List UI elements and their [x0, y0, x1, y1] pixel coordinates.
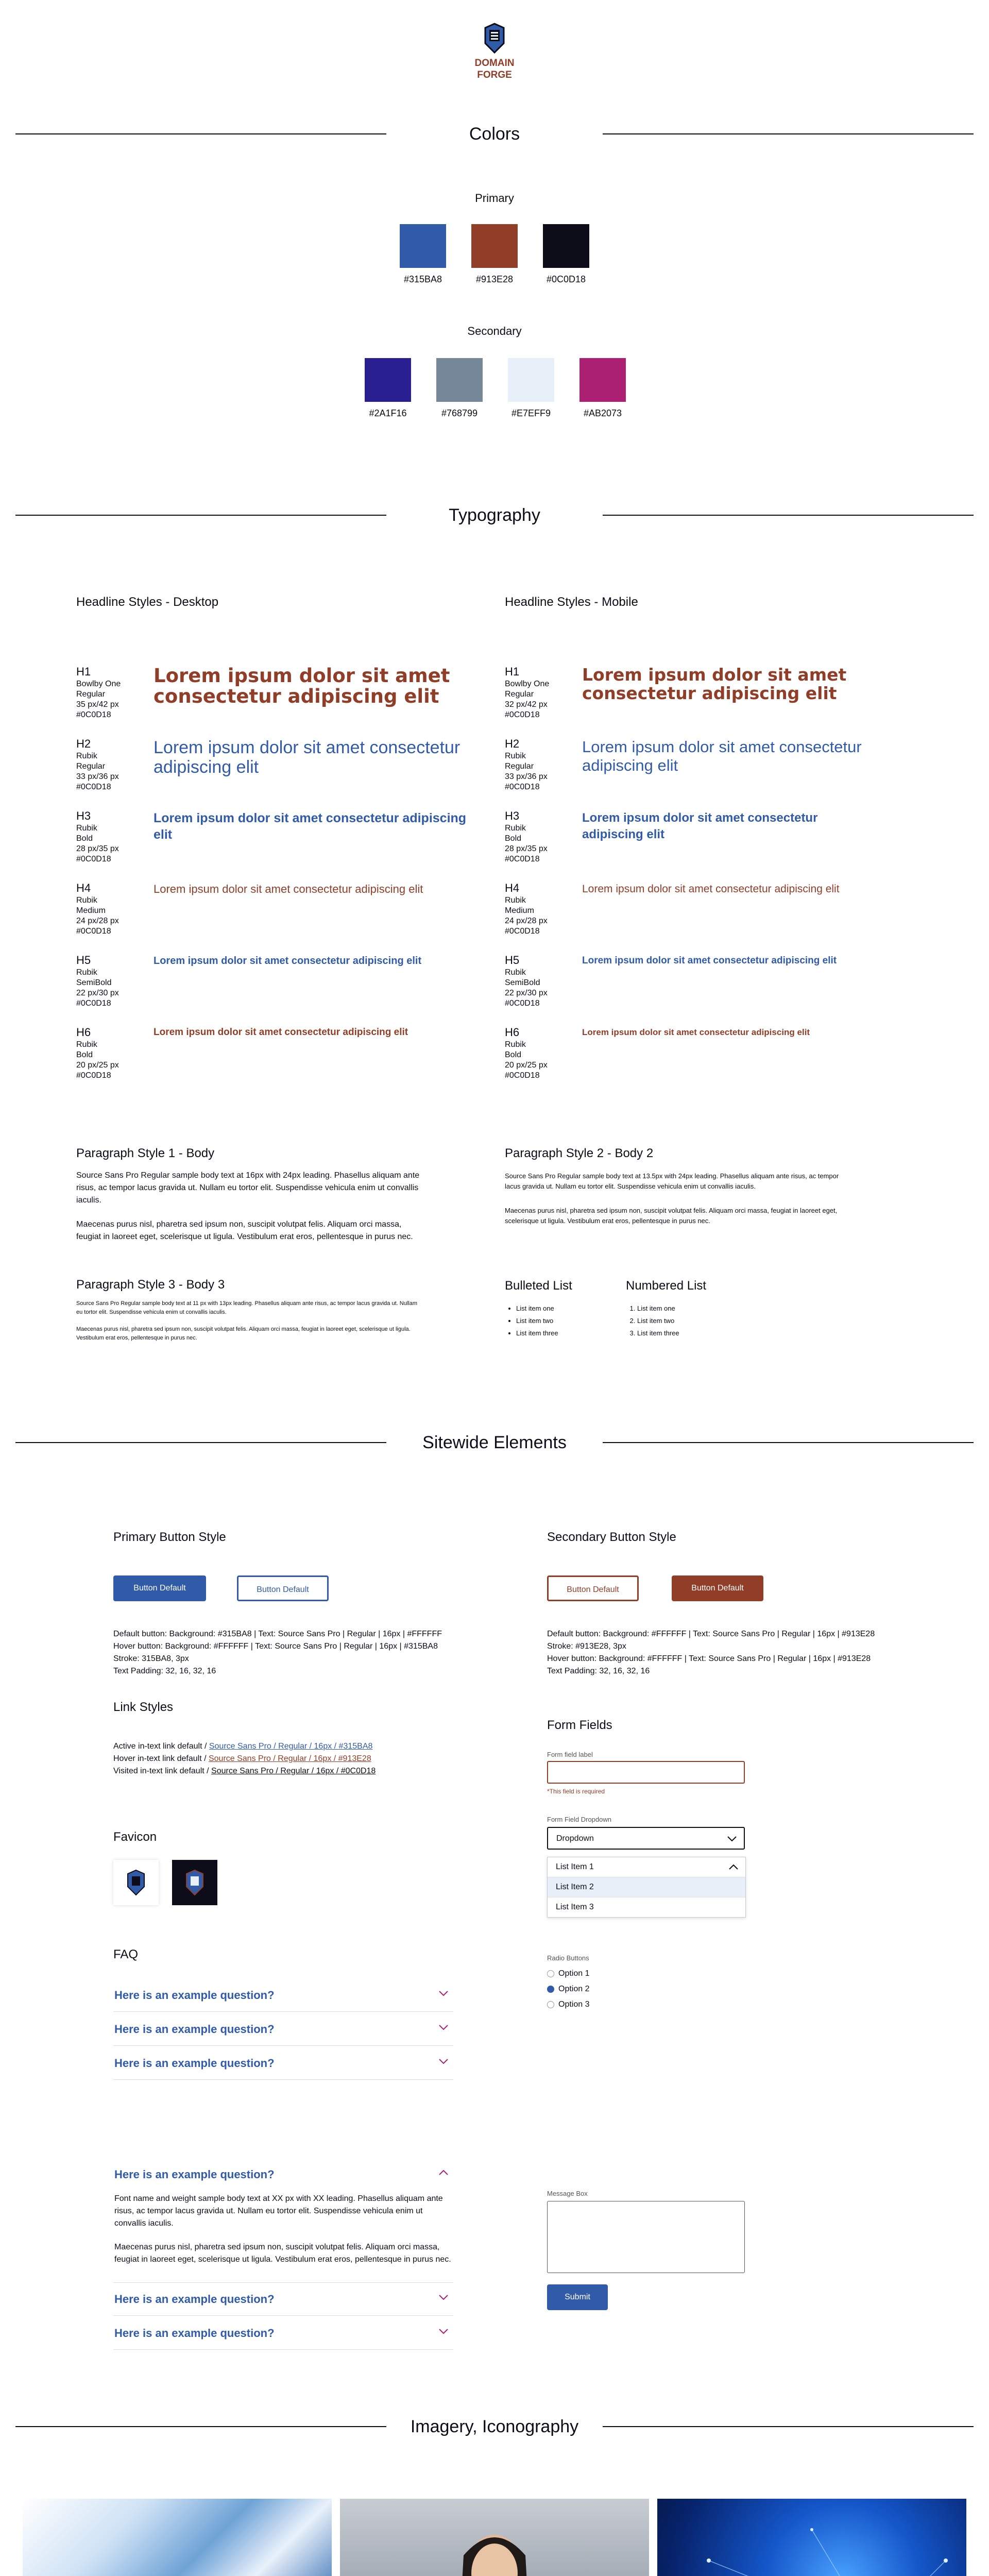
spec-line: 22 px/30 px: [76, 989, 119, 997]
faq-question: Here is an example question?: [114, 2327, 275, 2340]
dropdown-value: Dropdown: [556, 1834, 594, 1843]
dropdown-open[interactable]: [547, 1857, 746, 1918]
headline-sample-h6: Lorem ipsum dolor sit amet consectetur adipiscing elit: [154, 1027, 408, 1038]
headline-tag: H3: [505, 809, 520, 822]
faq-question: Here is an example question?: [114, 2057, 275, 2070]
para3-title: Paragraph Style 3 - Body 3: [76, 1278, 225, 1292]
spec-line: Bowlby One: [505, 680, 550, 688]
headline-spec: [505, 809, 548, 865]
faq-title: FAQ: [113, 1947, 139, 1961]
chevron-up-icon: [728, 1861, 739, 1873]
para3-text-a: Source Sans Pro Regular sample body text at 11 px with 13px leading. Phasellus aliquam ante risus, ac tempor lacus gravida ut. Nullam eu tortor elit. Suspendisse vehicula enim ut convallis iaculis.: [76, 1300, 417, 1315]
para1-text-b: Maecenas purus nisl, pharetra sed ipsum non, suscipit volutpat felis. Aliquam orci massa, feugiat in laoreet eget, scelerisque ut ligula. Vestibulum erat eros, pellentesque in purus nec.: [76, 1220, 413, 1241]
businesswoman-portrait-image: [340, 2499, 649, 2576]
spec-line: #0C0D18: [505, 999, 540, 1008]
radio-option-label: Option 2: [558, 1985, 590, 1993]
color-swatch: [365, 358, 411, 419]
spec-line: Rubik: [505, 752, 526, 760]
dropdown-label: Form Field Dropdown: [547, 1816, 611, 1823]
visited-link[interactable]: Source Sans Pro / Regular / 16px / #0C0D18: [211, 1767, 376, 1775]
spec-line: Medium: [76, 906, 106, 915]
spec-line: Bold: [505, 834, 522, 843]
primary-button-title: Primary Button Style: [113, 1530, 226, 1544]
shield-emblem-icon: [172, 1860, 217, 1905]
spec-line: 20 px/25 px: [76, 1061, 119, 1070]
spec-line: 33 px/36 px: [505, 772, 548, 781]
swatch-hex: #315BA8: [403, 274, 442, 284]
primary-button-spec: [113, 1628, 464, 1677]
chevron-down-icon: [438, 2292, 449, 2303]
headline-tag: H2: [505, 737, 520, 750]
headline-sample-h2: Lorem ipsum dolor sit amet consectetur adipiscing elit: [154, 738, 461, 777]
headline-spec: [76, 881, 119, 937]
link-prefix: Visited in-text link default /: [113, 1767, 212, 1775]
chevron-down-icon: [438, 2022, 449, 2033]
swatch-hex: #913E28: [475, 274, 514, 284]
spec-line: Regular: [505, 762, 534, 771]
headline-tag: H2: [76, 737, 91, 750]
faq-question: Here is an example question?: [114, 2023, 275, 2036]
spec-line: Rubik: [76, 1040, 97, 1049]
faq-item[interactable]: [113, 2282, 453, 2316]
blue-network-lines-image: [657, 2499, 966, 2576]
spec-line: Bold: [76, 1050, 93, 1059]
headline-spec: [505, 737, 548, 792]
radio-option[interactable]: [547, 1985, 589, 1994]
form-fields-title: Form Fields: [547, 1718, 612, 1732]
radio-option-label: Option 3: [558, 2000, 590, 2009]
spec-line: 24 px/28 px: [76, 917, 119, 925]
spec-line: Regular: [76, 690, 106, 699]
faq-item-expanded[interactable]: [113, 2158, 453, 2191]
spec-line: #0C0D18: [505, 710, 540, 719]
primary-colors-label: Primary: [475, 192, 514, 205]
para2-text-a: Source Sans Pro Regular sample body text at 13.5px with 24px leading. Phasellus aliquam ante risus, ac tempor lacus gravida ut. Nullam eu tortor elit. Suspendisse vehicula enim ut convallis iaculis.: [505, 1172, 839, 1190]
swatch-box: [579, 358, 626, 402]
person-silhouette-icon: [340, 2499, 649, 2576]
spec-line: #0C0D18: [76, 1071, 111, 1080]
swatch-box: [400, 224, 446, 268]
headline-sample-h2: Lorem ipsum dolor sit amet consectetur adipiscing elit: [582, 738, 862, 774]
color-swatch: [436, 358, 483, 419]
spec-line: SemiBold: [76, 978, 112, 987]
section-title: Typography: [449, 505, 540, 525]
spec-line: Rubik: [505, 1040, 526, 1049]
spec-line: Bowlby One: [76, 680, 121, 688]
radio-label: Radio Buttons: [547, 1954, 589, 1962]
para1-text-a: Source Sans Pro Regular sample body text at 16px with 24px leading. Phasellus aliquam ante risus, ac tempor lacus gravida ut. Nullam eu tortor elit. Suspendisse vehicula enim ut convallis iaculis.: [76, 1171, 420, 1205]
swatch-hex: #E7EFF9: [511, 408, 551, 418]
domain-forge-logo: [474, 23, 515, 80]
logo-line-2: FORGE: [477, 70, 512, 80]
secondary-button-default[interactable]: Button Default: [547, 1575, 639, 1601]
headline-spec: [76, 665, 121, 720]
headline-tag: H5: [505, 954, 520, 967]
color-swatch: [508, 358, 554, 419]
headline-tag: H1: [505, 665, 520, 678]
swatch-box: [436, 358, 483, 402]
dropdown-item[interactable]: [548, 1857, 745, 1877]
spec-line: Stroke: #913E28, 3px: [547, 1642, 626, 1651]
spec-line: #0C0D18: [76, 783, 111, 791]
spec-line: #0C0D18: [76, 927, 111, 936]
spec-line: #0C0D18: [505, 855, 540, 863]
swatch-hex: #768799: [441, 408, 478, 418]
faq-question: Here is an example question?: [114, 1989, 275, 2002]
favicon-dark: [172, 1860, 217, 1905]
message-label: Message Box: [547, 2190, 588, 2197]
numbered-list-title: Numbered List: [626, 1279, 707, 1293]
swatch-hex: #0C0D18: [546, 274, 586, 284]
link-style-row: [113, 1740, 372, 1753]
faq-question: Here is an example question?: [114, 2293, 275, 2306]
section-title: Colors: [469, 124, 520, 144]
colors-section-header: [15, 118, 974, 149]
color-swatch: [543, 224, 589, 285]
spec-line: 28 px/35 px: [505, 844, 548, 853]
swatch-box: [471, 224, 518, 268]
headline-sample-h4: Lorem ipsum dolor sit amet consectetur adipiscing elit: [154, 883, 423, 895]
link-style-row: [113, 1765, 376, 1777]
link-style-row: [113, 1753, 371, 1765]
spec-line: Bold: [76, 834, 93, 843]
headline-tag: H4: [505, 882, 520, 894]
radio-option[interactable]: [547, 1969, 589, 1978]
swatch-hex: #2A1F16: [369, 408, 407, 418]
chevron-down-icon: [438, 2056, 449, 2067]
hover-link[interactable]: Source Sans Pro / Regular / 16px / #913E28: [208, 1754, 371, 1763]
list-item: 1. List item one: [637, 1302, 679, 1315]
spec-line: Hover button: Background: #FFFFFF | Text: Source Sans Pro | Regular | 16px | #913E28: [547, 1654, 871, 1663]
favicon-light: [113, 1860, 159, 1905]
primary-button-default[interactable]: Button Default: [113, 1575, 206, 1601]
headline-tag: H4: [76, 882, 91, 894]
spec-line: Rubik: [76, 824, 97, 833]
list-item: 3. List item three: [637, 1327, 679, 1340]
headline-sample-h3: Lorem ipsum dolor sit amet consectetur adipiscing elit: [582, 811, 818, 841]
list-item: • List item one: [516, 1302, 558, 1315]
color-swatch: [471, 224, 518, 285]
faq-item[interactable]: [113, 1978, 453, 2012]
submit-button[interactable]: Submit: [547, 2284, 608, 2310]
spec-line: Text Padding: 32, 16, 32, 16: [113, 1667, 216, 1675]
spec-line: Regular: [76, 762, 106, 771]
spec-line: 22 px/30 px: [505, 989, 548, 997]
spec-line: Rubik: [76, 752, 97, 760]
headline-spec: [76, 953, 119, 1009]
spec-line: #0C0D18: [505, 1071, 540, 1080]
headline-tag: H5: [76, 954, 91, 967]
para2-title: Paragraph Style 2 - Body 2: [505, 1146, 654, 1160]
dropdown-item-label: List Item 1: [556, 1862, 594, 1871]
sitewide-section-header: [15, 1427, 974, 1458]
faq-question: Here is an example question?: [114, 2168, 275, 2181]
headline-spec: [76, 809, 119, 865]
section-title: Imagery, Iconography: [410, 2417, 579, 2436]
headline-sample-h5: Lorem ipsum dolor sit amet consectetur adipiscing elit: [582, 955, 837, 966]
spec-line: 20 px/25 px: [505, 1061, 548, 1070]
radio-option[interactable]: [547, 2000, 589, 2009]
headline-tag: H1: [76, 665, 91, 678]
spec-line: Rubik: [505, 824, 526, 833]
swatch-box: [365, 358, 411, 402]
spec-line: Stroke: 315BA8, 3px: [113, 1654, 189, 1663]
faq-item[interactable]: [113, 2316, 453, 2350]
spec-line: 24 px/28 px: [505, 917, 548, 925]
headline-sample-h6: Lorem ipsum dolor sit amet consectetur adipiscing elit: [582, 1027, 810, 1037]
spec-line: SemiBold: [505, 978, 540, 987]
dropdown-item[interactable]: List Item 2: [548, 1877, 745, 1897]
spec-line: #0C0D18: [505, 783, 540, 791]
spec-line: Default button: Background: #315BA8 | Text: Source Sans Pro | Regular | 16px | #FFFFFF: [113, 1630, 442, 1638]
radio-option-label: Option 1: [558, 1969, 590, 1978]
headline-spec: [505, 953, 548, 1009]
field-error: *This field is required: [547, 1788, 605, 1795]
spec-line: Text Padding: 32, 16, 32, 16: [547, 1667, 650, 1675]
headline-spec: [76, 1025, 119, 1081]
color-swatch: [400, 224, 446, 285]
spec-line: 28 px/35 px: [76, 844, 119, 853]
link-prefix: Active in-text link default /: [113, 1742, 209, 1751]
numbered-list: [626, 1302, 679, 1340]
imagery-section-header: [15, 2411, 974, 2442]
headline-tag: H6: [76, 1026, 91, 1039]
headline-spec: [505, 1025, 548, 1081]
dropdown-item[interactable]: List Item 3: [556, 1903, 594, 1911]
radio-circle: [547, 2001, 554, 2008]
spec-line: Regular: [505, 690, 534, 699]
chevron-down-icon: [726, 1833, 738, 1844]
headline-sample-h1: Lorem ipsum dolor sit amet consectetur adipiscing elit: [154, 665, 450, 707]
desktop-headline-title: Headline Styles - Desktop: [76, 595, 219, 609]
headline-tag: H3: [76, 809, 91, 822]
secondary-colors-label: Secondary: [467, 325, 522, 337]
abstract-light-streaks-image: [23, 2499, 332, 2576]
mobile-headline-title: Headline Styles - Mobile: [505, 595, 638, 609]
headline-spec: [505, 665, 549, 720]
headline-spec: [505, 881, 548, 937]
spec-line: #0C0D18: [76, 710, 111, 719]
favicon-title: Favicon: [113, 1830, 157, 1844]
spec-line: Rubik: [76, 968, 97, 977]
secondary-button-title: Secondary Button Style: [547, 1530, 676, 1544]
faq-answer-a: Font name and weight sample body text at XX px with XX leading. Phasellus aliquam ante risus, ac tempor lacus gravida ut. Nullam eu tortor elit. Suspendisse vehicula enim ut convallis iaculis.: [114, 2194, 443, 2228]
chevron-up-icon: [438, 2167, 449, 2178]
chevron-down-icon: [438, 2326, 449, 2337]
active-link[interactable]: Source Sans Pro / Regular / 16px / #315BA8: [209, 1742, 373, 1751]
spec-line: Rubik: [505, 896, 526, 905]
swatch-box: [543, 224, 589, 268]
list-item: • List item two: [516, 1315, 558, 1327]
chevron-down-icon: [438, 1988, 449, 1999]
dropdown-select[interactable]: [547, 1827, 745, 1850]
spec-line: 35 px/42 px: [76, 700, 119, 709]
radio-circle: [547, 1970, 554, 1977]
primary-button-hover[interactable]: Button Default: [237, 1575, 329, 1601]
link-styles-title: Link Styles: [113, 1700, 174, 1714]
spec-line: Rubik: [76, 896, 97, 905]
faq-answer-b: Maecenas purus nisl, pharetra sed ipsum non, suscipit volutpat felis. Aliquam orci massa, feugiat in laoreet eget, scelerisque ut ligula. Vestibulum erat eros, pellentesque in purus nec.: [114, 2243, 451, 2264]
para1-title: Paragraph Style 1 - Body: [76, 1146, 215, 1160]
logo-line-1: DOMAIN: [474, 58, 515, 69]
faq-item[interactable]: [113, 2012, 453, 2046]
para3-text-b: Maecenas purus nisl, pharetra sed ipsum non, suscipit volutpat felis. Aliquam orci massa, feugiat in laoreet eget, scelerisque ut ligula. Vestibulum erat eros, pellentesque in purus nec.: [76, 1326, 411, 1341]
network-lines-icon: [657, 2499, 966, 2576]
shield-emblem-icon: [483, 23, 506, 54]
secondary-button-hover[interactable]: Button Default: [672, 1575, 763, 1601]
secondary-button-spec: [547, 1628, 897, 1677]
spec-line: Hover button: Background: #FFFFFF | Text: Source Sans Pro | Regular | 16px | #315BA8: [113, 1642, 438, 1651]
color-swatch: [579, 358, 626, 419]
section-title: Sitewide Elements: [422, 1433, 567, 1452]
spec-line: #0C0D18: [505, 927, 540, 936]
text-field[interactable]: [547, 1761, 745, 1784]
field-label: Form field label: [547, 1751, 593, 1758]
shield-emblem-icon: [113, 1860, 159, 1905]
radio-circle-selected: [547, 1986, 554, 1993]
swatch-box: [508, 358, 554, 402]
list-item: 2. List item two: [637, 1315, 679, 1327]
typography-section-header: [15, 500, 974, 531]
message-box[interactable]: [547, 2201, 745, 2273]
headline-sample-h1: Lorem ipsum dolor sit amet consectetur adipiscing elit: [582, 665, 847, 703]
spec-line: 32 px/42 px: [505, 700, 548, 709]
swatch-hex: #AB2073: [583, 408, 622, 418]
spec-line: #0C0D18: [76, 855, 111, 863]
bulleted-list-title: Bulleted List: [505, 1279, 572, 1293]
headline-sample-h4: Lorem ipsum dolor sit amet consectetur adipiscing elit: [582, 883, 840, 895]
headline-tag: H6: [505, 1026, 520, 1039]
link-prefix: Hover in-text link default /: [113, 1754, 209, 1763]
headline-spec: [76, 737, 119, 792]
spec-line: #0C0D18: [76, 999, 111, 1008]
list-item: • List item three: [516, 1327, 558, 1340]
bulleted-list: [505, 1302, 558, 1340]
headline-sample-h5: Lorem ipsum dolor sit amet consectetur adipiscing elit: [154, 955, 422, 967]
spec-line: Bold: [505, 1050, 522, 1059]
headline-sample-h3: Lorem ipsum dolor sit amet consectetur adipiscing elit: [154, 811, 467, 842]
spec-line: Rubik: [505, 968, 526, 977]
spec-line: Default button: Background: #FFFFFF | Text: Source Sans Pro | Regular | 16px | #913E28: [547, 1630, 875, 1638]
spec-line: Medium: [505, 906, 534, 915]
spec-line: 33 px/36 px: [76, 772, 119, 781]
faq-item[interactable]: [113, 2046, 453, 2080]
para2-text-b: Maecenas purus nisl, pharetra sed ipsum non, suscipit volutpat felis. Aliquam orci massa, feugiat in laoreet eget, scelerisque ut ligula. Vestibulum erat eros, pellentesque in purus nec.: [505, 1207, 838, 1225]
